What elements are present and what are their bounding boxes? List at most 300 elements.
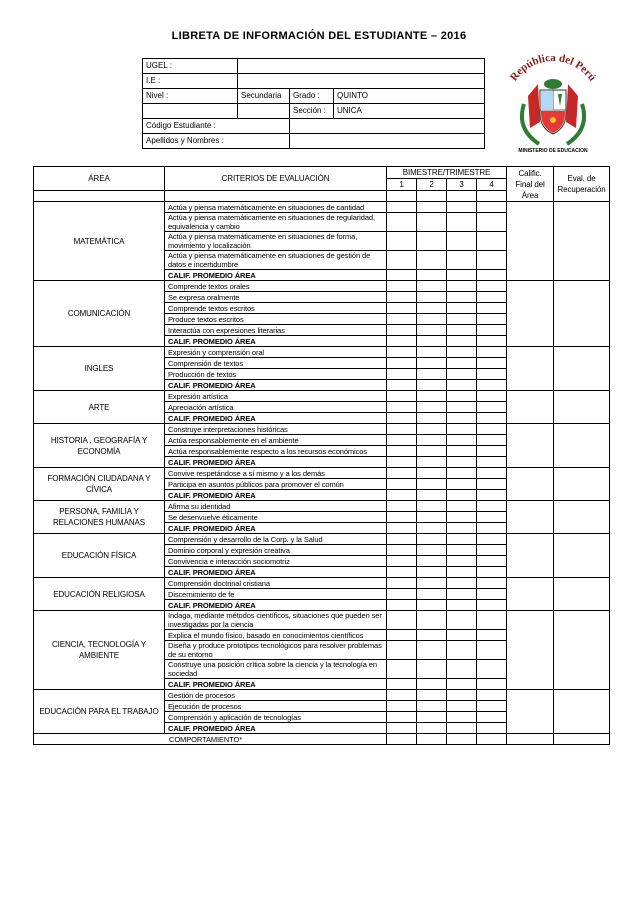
grade-cell-period-1[interactable] [387,660,417,679]
promedio-cell-period-4[interactable] [477,723,507,734]
grade-cell-period-1[interactable] [387,589,417,600]
promedio-cell-period-3[interactable] [447,723,477,734]
final-grade-cell[interactable] [507,611,554,690]
grade-cell-period-2[interactable] [417,347,447,358]
period-header-spacer [477,191,507,202]
grade-cell-period-3[interactable] [447,589,477,600]
logo-arc-text: República del Perú [507,51,599,84]
grade-cell-period-4[interactable] [477,402,507,413]
grade-cell-period-4[interactable] [477,232,507,251]
grade-cell-period-2[interactable] [417,630,447,641]
grade-cell-period-3[interactable] [447,292,477,303]
grade-cell-period-3[interactable] [447,251,477,270]
grade-cell-period-4[interactable] [477,202,507,213]
promedio-cell-period-1[interactable] [387,270,417,281]
grade-cell-period-2[interactable] [417,303,447,314]
promedio-cell-period-3[interactable] [447,270,477,281]
grade-cell-period-1[interactable] [387,213,417,232]
promedio-cell-period-4[interactable] [477,336,507,347]
coat-of-arms-icon [494,44,612,162]
criterion-label: Apreciación artística [165,402,387,413]
recovery-grade-cell[interactable] [554,347,610,391]
promedio-cell-period-4[interactable] [477,490,507,501]
area-name: INGLES [34,347,165,391]
grade-cell-period-2[interactable] [417,501,447,512]
grade-cell-period-3[interactable] [447,641,477,660]
promedio-cell-period-4[interactable] [477,413,507,424]
grade-cell-period-3[interactable] [447,545,477,556]
grade-cell-period-1[interactable] [387,446,417,457]
grade-cell-period-1[interactable] [387,578,417,589]
grade-cell-period-1[interactable] [387,479,417,490]
grade-cell-period-3[interactable] [447,479,477,490]
promedio-cell-period-1[interactable] [387,723,417,734]
codigo-field[interactable] [290,119,485,134]
grade-cell-period-3[interactable] [447,701,477,712]
period-header-4: 4 [477,179,507,191]
grade-cell-period-3[interactable] [447,281,477,292]
promedio-cell-period-3[interactable] [447,567,477,578]
criterion-row [34,611,610,630]
promedio-cell-period-1[interactable] [387,600,417,611]
grade-cell-period-1[interactable] [387,232,417,251]
criterion-label: Comprende textos orales [165,281,387,292]
criterion-row [34,690,610,701]
grade-cell-period-1[interactable] [387,630,417,641]
grade-cell-period-3[interactable] [447,213,477,232]
grade-cell-period-2[interactable] [417,358,447,369]
criterion-label: Actúa y piensa matemáticamente en situaciones de regularidad, equivalencia y cambio [165,213,387,232]
nivel-label: Nivel : [143,89,238,104]
promedio-cell-period-1[interactable] [387,457,417,468]
grade-cell-period-3[interactable] [447,468,477,479]
promedio-cell-period-1[interactable] [387,413,417,424]
area-header-spacer [34,191,165,202]
recovery-grade-cell[interactable] [554,611,610,690]
grade-cell-period-1[interactable] [387,690,417,701]
grade-cell-period-1[interactable] [387,641,417,660]
criterion-row [34,391,610,402]
period-header-1: 1 [387,179,417,191]
grade-cell-period-2[interactable] [417,611,447,630]
grade-cell-period-2[interactable] [417,512,447,523]
criterion-label: Expresión y comprensión oral [165,347,387,358]
grade-cell-period-3[interactable] [447,202,477,213]
grade-cell-period-1[interactable] [387,512,417,523]
grade-cell-period-1[interactable] [387,545,417,556]
grade-cell-period-2[interactable] [417,556,447,567]
final-grade-cell[interactable] [507,424,554,468]
period-header-spacer [417,191,447,202]
promedio-cell-period-3[interactable] [447,380,477,391]
promedio-cell-period-4[interactable] [477,567,507,578]
grade-cell-period-3[interactable] [447,402,477,413]
grade-cell-period-3[interactable] [447,303,477,314]
promedio-cell-period-1[interactable] [387,380,417,391]
grade-cell-period-4[interactable] [477,534,507,545]
grade-cell-period-4[interactable] [477,435,507,446]
promedio-label: CALIF. PROMEDIO ÁREA [165,380,387,391]
grade-cell-period-4[interactable] [477,314,507,325]
promedio-cell-period-3[interactable] [447,490,477,501]
area-name: ARTE [34,391,165,424]
grade-cell-period-1[interactable] [387,251,417,270]
grade-cell-period-2[interactable] [417,281,447,292]
area-name: PERSONA, FAMILIA Y RELACIONES HUMANAS [34,501,165,534]
grade-cell-period-3[interactable] [447,501,477,512]
grade-cell-period-4[interactable] [477,446,507,457]
promedio-cell-period-1[interactable] [387,490,417,501]
grade-cell-period-2[interactable] [417,292,447,303]
recovery-grade-cell[interactable] [554,501,610,534]
grade-cell-period-4[interactable] [477,468,507,479]
recovery-grade-cell[interactable] [554,391,610,424]
grade-cell-period-4[interactable] [477,347,507,358]
criterion-row [34,534,610,545]
criterion-row [34,501,610,512]
criterion-label: Comprensión doctrinal cristiana [165,578,387,589]
grade-cell-period-2[interactable] [417,545,447,556]
recovery-grade-cell[interactable] [554,281,610,347]
grade-cell-period-3[interactable] [447,534,477,545]
grade-cell-period-2[interactable] [417,479,447,490]
grade-cell-period-2[interactable] [417,325,447,336]
criterion-label: Comprensión y aplicación de tecnologías [165,712,387,723]
grade-cell-period-4[interactable] [477,701,507,712]
promedio-cell-period-2[interactable] [417,413,447,424]
grade-cell-period-4[interactable] [477,251,507,270]
promedio-cell-period-3[interactable] [447,679,477,690]
nivel-blank [143,104,238,119]
promedio-cell-period-4[interactable] [477,523,507,534]
criterion-row [34,578,610,589]
ie-label: I.E : [143,74,238,89]
grade-cell-period-3[interactable] [447,660,477,679]
recovery-grade-cell[interactable] [554,468,610,501]
grade-cell-period-4[interactable] [477,545,507,556]
grade-cell-period-1[interactable] [387,303,417,314]
grade-cell-period-2[interactable] [417,314,447,325]
grade-cell-period-2[interactable] [417,251,447,270]
grade-cell-period-4[interactable] [477,556,507,567]
grade-cell-period-1[interactable] [387,701,417,712]
grade-cell-period-2[interactable] [417,534,447,545]
recovery-grade-cell[interactable] [554,534,610,578]
grade-cell-period-4[interactable] [477,303,507,314]
promedio-cell-period-4[interactable] [477,380,507,391]
comportamiento-cell-period-4[interactable] [477,734,507,745]
grades-table [33,166,610,745]
comportamiento-cell-period-1[interactable] [387,734,417,745]
recovery-grade-cell[interactable] [554,690,610,734]
promedio-cell-period-2[interactable] [417,600,447,611]
period-header-2: 2 [417,179,447,191]
grade-cell-period-3[interactable] [447,556,477,567]
criterion-label: Explica el mundo físico, basado en conocimientos científicos [165,630,387,641]
criterion-label: Diseña y produce prototipos tecnológicos para resolver problemas de su entorno [165,641,387,660]
grade-cell-period-4[interactable] [477,712,507,723]
final-grade-cell[interactable] [507,501,554,534]
promedio-cell-period-1[interactable] [387,679,417,690]
comportamiento-row [34,734,610,745]
promedio-cell-period-4[interactable] [477,600,507,611]
seccion-value: UNICA [334,104,485,119]
grade-cell-period-2[interactable] [417,369,447,380]
promedio-label: CALIF. PROMEDIO ÁREA [165,523,387,534]
seccion-label: Sección : [290,104,334,119]
area-name: MATEMÁTICA [34,202,165,281]
comportamiento-final-cell[interactable] [507,734,554,745]
grade-cell-period-4[interactable] [477,358,507,369]
comportamiento-recovery-cell[interactable] [554,734,610,745]
grade-cell-period-4[interactable] [477,660,507,679]
grade-cell-period-3[interactable] [447,578,477,589]
grade-cell-period-4[interactable] [477,501,507,512]
logo-caption: MINISTERIO DE EDUCACION [518,148,588,154]
grade-cell-period-2[interactable] [417,424,447,435]
criterion-label: Convive respetándose a sí mismo y a los demás [165,468,387,479]
grade-cell-period-4[interactable] [477,578,507,589]
grade-cell-period-2[interactable] [417,435,447,446]
grade-cell-period-3[interactable] [447,232,477,251]
grade-cell-period-1[interactable] [387,712,417,723]
grade-cell-period-4[interactable] [477,479,507,490]
criterion-label: Convivencia e interacción sociomotriz [165,556,387,567]
promedio-label: CALIF. PROMEDIO ÁREA [165,490,387,501]
criterion-label: Discernimiento de fe [165,589,387,600]
promedio-label: CALIF. PROMEDIO ÁREA [165,336,387,347]
area-name: CIENCIA, TECNOLOGÍA Y AMBIENTE [34,611,165,690]
comportamiento-label: COMPORTAMIENTO* [34,734,387,745]
grade-cell-period-3[interactable] [447,358,477,369]
period-header-spacer [387,191,417,202]
comportamiento-cell-period-2[interactable] [417,734,447,745]
final-grade-cell[interactable] [507,281,554,347]
grade-cell-period-3[interactable] [447,325,477,336]
recovery-grade-cell[interactable] [554,424,610,468]
promedio-cell-period-2[interactable] [417,723,447,734]
criterion-label: Expresión artística [165,391,387,402]
criterion-label: Construye una posición crítica sobre la ciencia y la tecnología en sociedad [165,660,387,679]
grade-cell-period-2[interactable] [417,402,447,413]
promedio-label: CALIF. PROMEDIO ÁREA [165,723,387,734]
nivel-value: Secundaria [238,89,290,104]
bimestre-header: BIMESTRE/TRIMESTRE [387,167,507,179]
final-grade-cell[interactable] [507,690,554,734]
promedio-cell-period-3[interactable] [447,413,477,424]
criterion-label: Produce textos escritos [165,314,387,325]
ie-field[interactable] [238,74,485,89]
promedio-cell-period-2[interactable] [417,523,447,534]
period-header-spacer [447,191,477,202]
area-name: HISTORIA , GEOGRAFÍA Y ECONOMÍA [34,424,165,468]
grade-cell-period-2[interactable] [417,690,447,701]
criterion-label: Actúa responsablemente en el ambiente [165,435,387,446]
criterion-label: Dominio corporal y expresión creativa [165,545,387,556]
grade-cell-period-3[interactable] [447,391,477,402]
grade-cell-period-3[interactable] [447,314,477,325]
grade-cell-period-4[interactable] [477,281,507,292]
eval-header: Eval. de Recuperación [554,167,610,202]
criterion-row [34,468,610,479]
area-name: EDUCACIÓN FÍSICA [34,534,165,578]
grade-cell-period-2[interactable] [417,589,447,600]
grade-cell-period-4[interactable] [477,213,507,232]
grade-cell-period-1[interactable] [387,314,417,325]
grade-cell-period-1[interactable] [387,402,417,413]
promedio-cell-period-1[interactable] [387,336,417,347]
ugel-label: UGEL : [143,59,238,74]
grade-cell-period-2[interactable] [417,213,447,232]
grade-cell-period-3[interactable] [447,446,477,457]
criterion-label: Afirma su identidad [165,501,387,512]
grade-cell-period-4[interactable] [477,690,507,701]
grade-cell-period-4[interactable] [477,611,507,630]
final-grade-cell[interactable] [507,468,554,501]
criterion-label: Indaga, mediante métodos científicos, situaciones que pueden ser investigadas por la ciencia [165,611,387,630]
grade-cell-period-2[interactable] [417,468,447,479]
criterion-label: Actúa y piensa matemáticamente en situaciones de gestión de datos e incertidumbre [165,251,387,270]
final-grade-cell[interactable] [507,578,554,611]
nivel-blank-2 [238,104,290,119]
grade-cell-period-3[interactable] [447,347,477,358]
apellidos-label: Apellidos y Nombres : [143,134,290,149]
promedio-cell-period-2[interactable] [417,679,447,690]
grade-cell-period-1[interactable] [387,501,417,512]
grade-cell-period-1[interactable] [387,424,417,435]
grade-cell-period-2[interactable] [417,578,447,589]
grade-cell-period-4[interactable] [477,424,507,435]
document-title: LIBRETA DE INFORMACIÓN DEL ESTUDIANTE – 2016 [171,30,467,42]
promedio-label: CALIF. PROMEDIO ÁREA [165,567,387,578]
grade-cell-period-4[interactable] [477,630,507,641]
criterion-label: Actúa responsablemente respecto a los recursos económicos [165,446,387,457]
grade-cell-period-3[interactable] [447,690,477,701]
grade-cell-period-4[interactable] [477,512,507,523]
promedio-label: CALIF. PROMEDIO ÁREA [165,679,387,690]
promedio-label: CALIF. PROMEDIO ÁREA [165,413,387,424]
promedio-cell-period-3[interactable] [447,600,477,611]
criterion-label: Actúa y piensa matemáticamente en situaciones de forma, movimiento y localización [165,232,387,251]
area-name: COMUNICACIÓN [34,281,165,347]
final-grade-cell[interactable] [507,534,554,578]
promedio-label: CALIF. PROMEDIO ÁREA [165,457,387,468]
grade-cell-period-4[interactable] [477,292,507,303]
promedio-cell-period-4[interactable] [477,270,507,281]
grade-cell-period-1[interactable] [387,347,417,358]
grade-cell-period-4[interactable] [477,325,507,336]
grade-cell-period-1[interactable] [387,325,417,336]
criterion-row [34,424,610,435]
area-name: FORMACIÓN CIUDADANA Y CÍVICA [34,468,165,501]
grade-cell-period-1[interactable] [387,292,417,303]
promedio-cell-period-3[interactable] [447,523,477,534]
grade-cell-period-1[interactable] [387,556,417,567]
grade-cell-period-4[interactable] [477,391,507,402]
promedio-cell-period-1[interactable] [387,567,417,578]
period-header-3: 3 [447,179,477,191]
promedio-cell-period-2[interactable] [417,336,447,347]
grade-cell-period-2[interactable] [417,391,447,402]
grade-cell-period-1[interactable] [387,435,417,446]
criterion-label: Comprende textos escritos [165,303,387,314]
promedio-cell-period-2[interactable] [417,457,447,468]
final-grade-cell[interactable] [507,347,554,391]
grado-label: Grado : [290,89,334,104]
grade-cell-period-4[interactable] [477,641,507,660]
grade-cell-period-3[interactable] [447,630,477,641]
grade-cell-period-3[interactable] [447,369,477,380]
area-header: ÁREA [34,167,165,191]
grade-cell-period-3[interactable] [447,712,477,723]
grade-cell-period-1[interactable] [387,281,417,292]
promedio-cell-period-4[interactable] [477,679,507,690]
grade-cell-period-1[interactable] [387,611,417,630]
grade-cell-period-2[interactable] [417,232,447,251]
promedio-cell-period-1[interactable] [387,523,417,534]
criterion-label: Comprensión y desarrollo de la Corp. y la Salud [165,534,387,545]
criterios-header: CRITERIOS DE EVALUACIÓN [165,167,387,191]
grade-cell-period-2[interactable] [417,446,447,457]
area-name: EDUCACIÓN PARA EL TRABAJO [34,690,165,734]
criterion-label: Comprensión de textos [165,358,387,369]
criterion-label: Ejecución de procesos [165,701,387,712]
grade-cell-period-2[interactable] [417,641,447,660]
peru-coat-of-arms-logo [494,44,612,162]
recovery-grade-cell[interactable] [554,202,610,281]
criterion-label: Gestión de procesos [165,690,387,701]
promedio-label: CALIF. PROMEDIO ÁREA [165,270,387,281]
comportamiento-cell-period-3[interactable] [447,734,477,745]
ugel-field[interactable] [238,59,485,74]
promedio-cell-period-2[interactable] [417,567,447,578]
grade-cell-period-2[interactable] [417,660,447,679]
grade-cell-period-2[interactable] [417,701,447,712]
promedio-cell-period-2[interactable] [417,380,447,391]
grade-cell-period-2[interactable] [417,712,447,723]
final-grade-cell[interactable] [507,202,554,281]
criterios-header-spacer [165,191,387,202]
grade-cell-period-3[interactable] [447,512,477,523]
promedio-cell-period-2[interactable] [417,490,447,501]
grado-value: QUINTO [334,89,485,104]
grade-cell-period-1[interactable] [387,358,417,369]
promedio-cell-period-2[interactable] [417,270,447,281]
recovery-grade-cell[interactable] [554,578,610,611]
grade-cell-period-4[interactable] [477,589,507,600]
grade-cell-period-4[interactable] [477,369,507,380]
header-row [34,167,610,179]
apellidos-field[interactable] [290,134,485,149]
grade-cell-period-2[interactable] [417,202,447,213]
criterion-label: Producción de textos [165,369,387,380]
criterion-label: Se desenvuelve éticamente [165,512,387,523]
grade-cell-period-3[interactable] [447,435,477,446]
final-grade-cell[interactable] [507,391,554,424]
grade-cell-period-3[interactable] [447,424,477,435]
criterion-label: Actúa y piensa matemáticamente en situaciones de cantidad [165,202,387,213]
grade-cell-period-1[interactable] [387,468,417,479]
promedio-cell-period-3[interactable] [447,336,477,347]
criterion-label: Construye interpretaciones históricas [165,424,387,435]
grade-cell-period-1[interactable] [387,534,417,545]
grade-cell-period-1[interactable] [387,202,417,213]
promedio-cell-period-4[interactable] [477,457,507,468]
grade-cell-period-1[interactable] [387,391,417,402]
grade-cell-period-1[interactable] [387,369,417,380]
grade-cell-period-3[interactable] [447,611,477,630]
promedio-cell-period-3[interactable] [447,457,477,468]
